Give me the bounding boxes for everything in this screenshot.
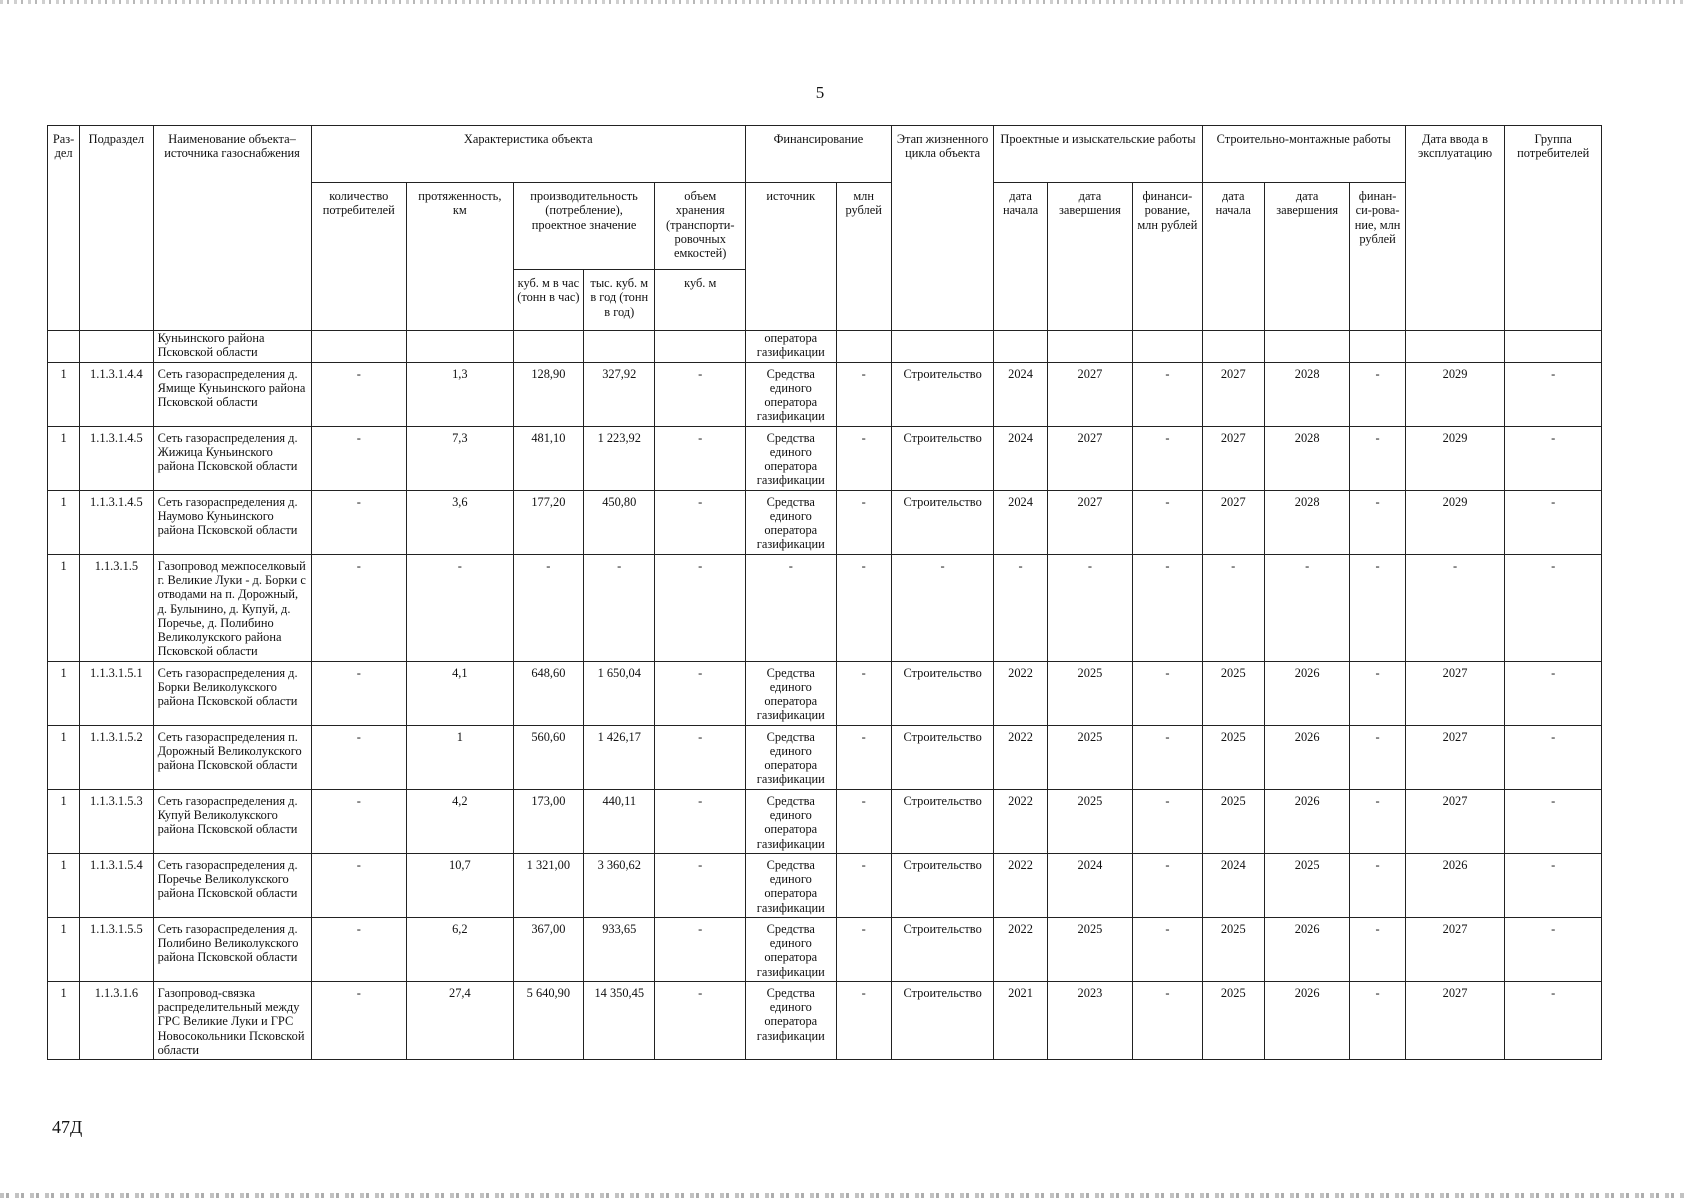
cell-commission: 2027 (1405, 917, 1505, 981)
cell-mln (836, 331, 891, 363)
cell-hour: 173,00 (513, 789, 583, 853)
cell-name: Сеть газораспределения д. Наумово Куньинского района Псковской области (153, 490, 311, 554)
header-construction-works: Строительно-монтажные работы (1202, 126, 1405, 183)
cell-source: Средства единого оператора газификации (746, 426, 837, 490)
cell-section: 1 (48, 661, 80, 725)
cell-year: - (584, 554, 655, 661)
cell-design-start: 2024 (994, 362, 1047, 426)
cell-stage: Строительство (891, 426, 994, 490)
cell-section: 1 (48, 853, 80, 917)
cell-construction-financing: - (1350, 362, 1405, 426)
cell-source: Средства единого оператора газификации (746, 362, 837, 426)
cell-consumers: - (311, 426, 407, 490)
cell-length: 1,3 (407, 362, 514, 426)
cell-construction-financing: - (1350, 490, 1405, 554)
cell-subsection (80, 331, 153, 363)
cell-year: 440,11 (584, 789, 655, 853)
header-source: источник (746, 183, 837, 331)
cell-year (584, 331, 655, 363)
header-subsection: Подраздел (80, 126, 153, 331)
table-row (48, 917, 1602, 981)
cell-construction-end: 2026 (1264, 725, 1349, 789)
cell-group: - (1505, 789, 1602, 853)
header-mln-rub: млн рублей (836, 183, 891, 331)
table-row (48, 725, 1602, 789)
cell-construction-financing: - (1350, 661, 1405, 725)
cell-storage: - (655, 362, 746, 426)
cell-design-financing: - (1133, 661, 1202, 725)
cell-construction-financing: - (1350, 725, 1405, 789)
cell-consumers: - (311, 490, 407, 554)
cell-construction-start: 2025 (1202, 725, 1264, 789)
cell-year: 1 650,04 (584, 661, 655, 725)
cell-group: - (1505, 426, 1602, 490)
cell-storage: - (655, 554, 746, 661)
header-design-works: Проектные и изыскательские работы (994, 126, 1202, 183)
cell-design-financing: - (1133, 789, 1202, 853)
header-construction-start: дата начала (1202, 183, 1264, 331)
cell-stage: Строительство (891, 853, 994, 917)
header-characteristics: Характеристика объекта (311, 126, 746, 183)
cell-subsection: 1.1.3.1.5.4 (80, 853, 153, 917)
cell-design-start (994, 331, 1047, 363)
scan-edge-bottom (0, 1193, 1686, 1198)
cell-hour: - (513, 554, 583, 661)
cell-hour (513, 331, 583, 363)
cell-design-end: 2024 (1047, 853, 1132, 917)
cell-construction-end: 2026 (1264, 661, 1349, 725)
cell-name: Сеть газораспределения д. Ямище Куньинского района Псковской области (153, 362, 311, 426)
cell-storage: - (655, 661, 746, 725)
cell-stage: - (891, 554, 994, 661)
cell-mln: - (836, 789, 891, 853)
cell-section: 1 (48, 362, 80, 426)
cell-stage: Строительство (891, 917, 994, 981)
cell-hour: 5 640,90 (513, 981, 583, 1059)
cell-construction-financing (1350, 331, 1405, 363)
cell-construction-start: 2025 (1202, 661, 1264, 725)
cell-design-start: 2024 (994, 490, 1047, 554)
cell-storage (655, 331, 746, 363)
cell-year: 450,80 (584, 490, 655, 554)
header-unit-year: тыс. куб. м в год (тонн в год) (584, 270, 655, 331)
cell-year: 933,65 (584, 917, 655, 981)
cell-construction-end: 2026 (1264, 981, 1349, 1059)
cell-commission: 2027 (1405, 789, 1505, 853)
cell-consumers: - (311, 725, 407, 789)
cell-design-end: - (1047, 554, 1132, 661)
cell-design-start: 2022 (994, 725, 1047, 789)
table-row (48, 661, 1602, 725)
cell-subsection: 1.1.3.1.5.1 (80, 661, 153, 725)
cell-subsection: 1.1.3.1.5 (80, 554, 153, 661)
cell-consumers: - (311, 853, 407, 917)
cell-commission: 2029 (1405, 490, 1505, 554)
cell-design-financing: - (1133, 725, 1202, 789)
cell-length: 1 (407, 725, 514, 789)
cell-design-financing: - (1133, 362, 1202, 426)
header-design-financing: финанси-рование, млн рублей (1133, 183, 1202, 331)
gasification-table (47, 125, 1602, 1060)
table-row (48, 789, 1602, 853)
cell-source: Средства единого оператора газификации (746, 853, 837, 917)
table-row (48, 426, 1602, 490)
cell-design-end: 2025 (1047, 725, 1132, 789)
cell-design-start: 2021 (994, 981, 1047, 1059)
cell-storage: - (655, 981, 746, 1059)
cell-year: 1 426,17 (584, 725, 655, 789)
cell-construction-start: 2027 (1202, 490, 1264, 554)
cell-storage: - (655, 917, 746, 981)
cell-group: - (1505, 490, 1602, 554)
cell-subsection: 1.1.3.1.4.4 (80, 362, 153, 426)
table-row (48, 853, 1602, 917)
header-design-start: дата начала (994, 183, 1047, 331)
cell-construction-start: 2025 (1202, 981, 1264, 1059)
cell-hour: 367,00 (513, 917, 583, 981)
cell-year: 1 223,92 (584, 426, 655, 490)
cell-consumers: - (311, 661, 407, 725)
cell-source: Средства единого оператора газификации (746, 981, 837, 1059)
cell-length: 6,2 (407, 917, 514, 981)
cell-construction-start: 2027 (1202, 362, 1264, 426)
cell-construction-financing: - (1350, 554, 1405, 661)
cell-storage: - (655, 789, 746, 853)
cell-construction-start: 2025 (1202, 789, 1264, 853)
cell-mln: - (836, 426, 891, 490)
cell-section: 1 (48, 981, 80, 1059)
cell-subsection: 1.1.3.1.4.5 (80, 490, 153, 554)
cell-subsection: 1.1.3.1.5.3 (80, 789, 153, 853)
cell-subsection: 1.1.3.1.6 (80, 981, 153, 1059)
header-financing: Финансирование (746, 126, 892, 183)
header-consumers: количество потребителей (311, 183, 407, 331)
cell-mln: - (836, 853, 891, 917)
cell-section: 1 (48, 917, 80, 981)
cell-design-end: 2023 (1047, 981, 1132, 1059)
cell-name: Куньинского района Псковской области (153, 331, 311, 363)
cell-commission: - (1405, 554, 1505, 661)
cell-commission: 2027 (1405, 725, 1505, 789)
cell-storage: - (655, 490, 746, 554)
cell-name: Сеть газораспределения д. Полибино Великолукского района Псковской области (153, 917, 311, 981)
cell-mln: - (836, 981, 891, 1059)
cell-design-financing: - (1133, 490, 1202, 554)
header-commission-date: Дата ввода в эксплуатацию (1405, 126, 1505, 331)
cell-source: Средства единого оператора газификации (746, 789, 837, 853)
cell-group: - (1505, 725, 1602, 789)
cell-group (1505, 331, 1602, 363)
cell-construction-start: - (1202, 554, 1264, 661)
cell-construction-end: 2028 (1264, 362, 1349, 426)
footer-code: 47Д (52, 1117, 83, 1137)
cell-design-end: 2027 (1047, 490, 1132, 554)
cell-section (48, 331, 80, 363)
cell-design-start: 2022 (994, 661, 1047, 725)
cell-length: 3,6 (407, 490, 514, 554)
cell-year: 327,92 (584, 362, 655, 426)
cell-stage: Строительство (891, 725, 994, 789)
cell-section: 1 (48, 426, 80, 490)
header-consumer-group: Группа потребителей (1505, 126, 1602, 331)
header-lifecycle: Этап жизненного цикла объекта (891, 126, 994, 331)
cell-consumers: - (311, 981, 407, 1059)
cell-design-end: 2027 (1047, 362, 1132, 426)
cell-design-start: 2022 (994, 853, 1047, 917)
cell-consumers (311, 331, 407, 363)
cell-name: Сеть газораспределения д. Борки Великолукского района Псковской области (153, 661, 311, 725)
cell-hour: 560,60 (513, 725, 583, 789)
cell-name: Сеть газораспределения д. Жижица Куньинского района Псковской области (153, 426, 311, 490)
cell-source: оператора газификации (746, 331, 837, 363)
cell-source: Средства единого оператора газификации (746, 725, 837, 789)
header-unit-storage: куб. м (655, 270, 746, 331)
cell-construction-start: 2024 (1202, 853, 1264, 917)
cell-design-start: 2024 (994, 426, 1047, 490)
header-section: Раз-дел (48, 126, 80, 331)
cell-construction-financing: - (1350, 789, 1405, 853)
header-length: протяженность, км (407, 183, 514, 331)
cell-design-end: 2025 (1047, 789, 1132, 853)
cell-construction-end: 2028 (1264, 426, 1349, 490)
cell-design-financing: - (1133, 426, 1202, 490)
cell-length: 7,3 (407, 426, 514, 490)
cell-year: 14 350,45 (584, 981, 655, 1059)
cell-construction-end: 2026 (1264, 917, 1349, 981)
cell-design-financing: - (1133, 917, 1202, 981)
cell-length: 27,4 (407, 981, 514, 1059)
cell-name: Сеть газораспределения д. Купуй Великолукского района Псковской области (153, 789, 311, 853)
cell-source: Средства единого оператора газификации (746, 490, 837, 554)
header-capacity: производительность (потребление), проектное значение (513, 183, 655, 270)
cell-construction-financing: - (1350, 981, 1405, 1059)
cell-length: 10,7 (407, 853, 514, 917)
cell-source: Средства единого оператора газификации (746, 917, 837, 981)
cell-hour: 648,60 (513, 661, 583, 725)
cell-commission (1405, 331, 1505, 363)
cell-name: Сеть газораспределения п. Дорожный Великолукского района Псковской области (153, 725, 311, 789)
cell-mln: - (836, 661, 891, 725)
cell-hour: 128,90 (513, 362, 583, 426)
cell-construction-start: 2027 (1202, 426, 1264, 490)
cell-mln: - (836, 917, 891, 981)
cell-name: Газопровод межпоселковый г. Великие Луки - д. Борки с отводами на п. Дорожный, д. Булынино, д. Купуй, д. Поречье, д. Полибино Великолукского района Псковской области (153, 554, 311, 661)
cell-storage: - (655, 853, 746, 917)
cell-group: - (1505, 554, 1602, 661)
cell-design-end: 2025 (1047, 917, 1132, 981)
cell-group: - (1505, 661, 1602, 725)
table-row (48, 362, 1602, 426)
cell-stage: Строительство (891, 362, 994, 426)
cell-design-financing: - (1133, 981, 1202, 1059)
cell-section: 1 (48, 554, 80, 661)
cell-design-end: 2025 (1047, 661, 1132, 725)
cell-stage: Строительство (891, 789, 994, 853)
cell-length: 4,2 (407, 789, 514, 853)
table-row (48, 490, 1602, 554)
cell-mln: - (836, 490, 891, 554)
cell-storage: - (655, 426, 746, 490)
scan-edge-top (0, 0, 1686, 4)
cell-length (407, 331, 514, 363)
header-name: Наименование объекта–источника газоснабжения (153, 126, 311, 331)
header-construction-financing: финан-си-рова-ние, млн рублей (1350, 183, 1405, 331)
cell-section: 1 (48, 725, 80, 789)
cell-commission: 2029 (1405, 426, 1505, 490)
cell-stage (891, 331, 994, 363)
cell-construction-financing: - (1350, 917, 1405, 981)
cell-subsection: 1.1.3.1.5.5 (80, 917, 153, 981)
table-row (48, 554, 1602, 661)
cell-section: 1 (48, 789, 80, 853)
cell-stage: Строительство (891, 490, 994, 554)
cell-design-start: 2022 (994, 789, 1047, 853)
header-unit-hour: куб. м в час (тонн в час) (513, 270, 583, 331)
cell-hour: 481,10 (513, 426, 583, 490)
page-number: 5 (815, 83, 825, 102)
cell-design-start: 2022 (994, 917, 1047, 981)
cell-consumers: - (311, 789, 407, 853)
cell-source: - (746, 554, 837, 661)
cell-stage: Строительство (891, 981, 994, 1059)
cell-group: - (1505, 917, 1602, 981)
cell-consumers: - (311, 554, 407, 661)
table-row (48, 981, 1602, 1059)
cell-year: 3 360,62 (584, 853, 655, 917)
header-construction-end: дата завершения (1264, 183, 1349, 331)
header-storage: объем хранения (транспорти-ровочных емкостей) (655, 183, 746, 270)
cell-construction-end: 2026 (1264, 789, 1349, 853)
cell-mln: - (836, 554, 891, 661)
header-design-end: дата завершения (1047, 183, 1132, 331)
cell-subsection: 1.1.3.1.5.2 (80, 725, 153, 789)
cell-design-financing (1133, 331, 1202, 363)
cell-section: 1 (48, 490, 80, 554)
cell-design-end: 2027 (1047, 426, 1132, 490)
cell-construction-end: 2028 (1264, 490, 1349, 554)
cell-commission: 2027 (1405, 661, 1505, 725)
cell-design-end (1047, 331, 1132, 363)
cell-length: 4,1 (407, 661, 514, 725)
cell-name: Сеть газораспределения д. Поречье Великолукского района Псковской области (153, 853, 311, 917)
cell-consumers: - (311, 362, 407, 426)
continuation-row (48, 331, 1602, 363)
header-row-1 (48, 126, 1602, 183)
cell-group: - (1505, 981, 1602, 1059)
cell-commission: 2027 (1405, 981, 1505, 1059)
cell-consumers: - (311, 917, 407, 981)
cell-length: - (407, 554, 514, 661)
cell-design-financing: - (1133, 554, 1202, 661)
cell-construction-financing: - (1350, 426, 1405, 490)
cell-construction-start: 2025 (1202, 917, 1264, 981)
cell-hour: 1 321,00 (513, 853, 583, 917)
cell-commission: 2029 (1405, 362, 1505, 426)
cell-stage: Строительство (891, 661, 994, 725)
cell-source: Средства единого оператора газификации (746, 661, 837, 725)
cell-construction-end (1264, 331, 1349, 363)
cell-construction-end: 2025 (1264, 853, 1349, 917)
cell-hour: 177,20 (513, 490, 583, 554)
cell-group: - (1505, 853, 1602, 917)
cell-construction-end: - (1264, 554, 1349, 661)
cell-name: Газопровод-связка распределительный между ГРС Великие Луки и ГРС Новосокольники Псковской области (153, 981, 311, 1059)
cell-design-financing: - (1133, 853, 1202, 917)
cell-construction-start (1202, 331, 1264, 363)
cell-design-start: - (994, 554, 1047, 661)
cell-commission: 2026 (1405, 853, 1505, 917)
cell-subsection: 1.1.3.1.4.5 (80, 426, 153, 490)
cell-mln: - (836, 725, 891, 789)
cell-mln: - (836, 362, 891, 426)
cell-group: - (1505, 362, 1602, 426)
cell-storage: - (655, 725, 746, 789)
cell-construction-financing: - (1350, 853, 1405, 917)
